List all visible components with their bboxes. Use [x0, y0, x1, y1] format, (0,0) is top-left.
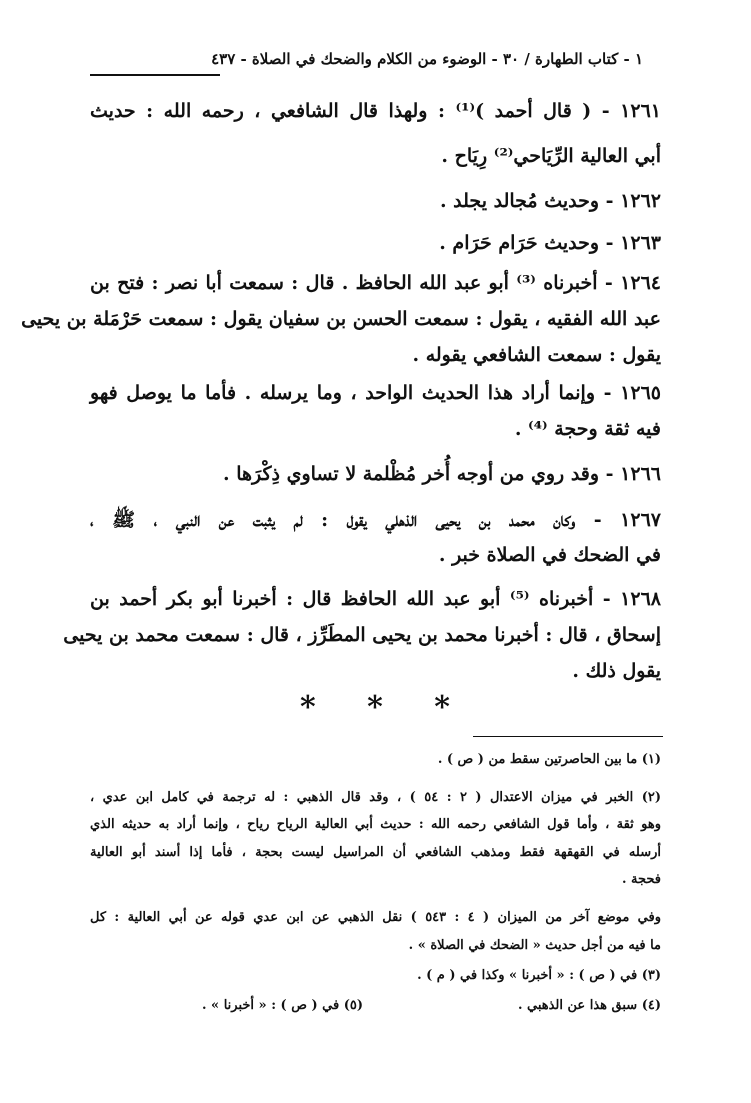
text-line: ١٢٦٨ - أخبرناه ⁽⁵⁾ أبو عبد الله الحافظ قال : أخبرنا أبو بكر أحمد بن: [90, 588, 661, 610]
footnote-line: ما فيه من أجل حديث « الضحك في الصلاة » .: [408, 938, 661, 953]
footnote-line: (٥) في ( ص ) : « أخبرنا » .: [202, 998, 363, 1013]
text-line: ١٢٦٧ - وكان محمد بن يحيى الذهلي يقول : لم يثبت عن النبي ، ﷺ ،: [90, 509, 661, 531]
footnote-rule: [473, 736, 663, 737]
separator-star: *: [434, 690, 450, 725]
footnote-line: أرسله في القهقهة فقط ومذهب الشافعي أن المراسيل ليست بحجة ، فأما إذا أسند أبو العالية: [90, 845, 661, 860]
separator-star: *: [300, 690, 316, 725]
text-line: ١٢٦٣ - وحديث حَرَام حَرَام .: [439, 232, 661, 254]
footnote-line: (٣) في ( ص ) : « أخبرنا » وكذا في ( م ) .: [417, 968, 661, 983]
header-rule: [90, 74, 220, 76]
text-line: يقول ذلك .: [572, 660, 661, 682]
separator-star: *: [367, 690, 383, 725]
footnote-line: فحجة .: [621, 872, 661, 887]
text-line: ١٢٦٢ - وحديث مُجالد يجلد .: [439, 190, 661, 212]
text-line: ١٢٦١ - ( قال أحمد )⁽¹⁾ : ولهذا قال الشافعي ، رحمه الله : حديث: [90, 100, 661, 122]
text-line: في الضحك في الصلاة خبر .: [438, 544, 661, 566]
text-line: عبد الله الفقيه ، يقول : سمعت الحسن بن سفيان يقول : سمعت حَرْمَلة بن يحيى: [21, 308, 661, 330]
text-line: ١٢٦٤ - أخبرناه ⁽³⁾ أبو عبد الله الحافظ . قال : سمعت أبا نصر : فتح بن: [90, 272, 661, 294]
footnote-line: (٢) الخبر في ميزان الاعتدال ( ٢ : ٥٤ ) ، وقد قال الذهبي : له ترجمة في كامل ابن عدي ،: [90, 790, 661, 805]
text-line: ١٢٦٥ - وإنما أراد هذا الحديث الواحد ، وما يرسله . فأما ما يوصل فهو: [90, 382, 661, 404]
text-line: إسحاق ، قال : أخبرنا محمد بن يحيى المطَرِّز ، قال : سمعت محمد بن يحيى: [63, 624, 661, 646]
running-header: ١ - كتاب الطهارة / ٣٠ - الوضوء من الكلام والضحك في الصلاة - ٤٣٧: [211, 50, 643, 68]
footnote-line: (٤) سبق هذا عن الذهبي .: [517, 998, 661, 1013]
footnote-line: (١) ما بين الحاصرتين سقط من ( ص ) .: [437, 752, 661, 767]
footnote-line: وفي موضع آخر من الميزان ( ٤ : ٥٤٣ ) نقل الذهبي عن ابن عدي قوله عن أبي العالية : كل: [90, 910, 661, 925]
text-line: ١٢٦٦ - وقد روي من أوجه أُخر مُظْلمة لا تساوي ذِكْرَها .: [222, 463, 661, 485]
section-separator: [300, 690, 450, 725]
text-line: يقول : سمعت الشافعي يقوله .: [412, 344, 661, 366]
text-line: أبي العالية الرِّيَاحي⁽²⁾ رِيَاح .: [441, 145, 661, 167]
text-line: فيه ثقة وحجة ⁽⁴⁾ .: [514, 418, 661, 440]
footnote-line: وهو ثقة ، وأما قول الشافعي رحمه الله : حديث أبي العالية الرياح رياح ، وإنما أراد به حديثه الذي: [90, 817, 661, 832]
